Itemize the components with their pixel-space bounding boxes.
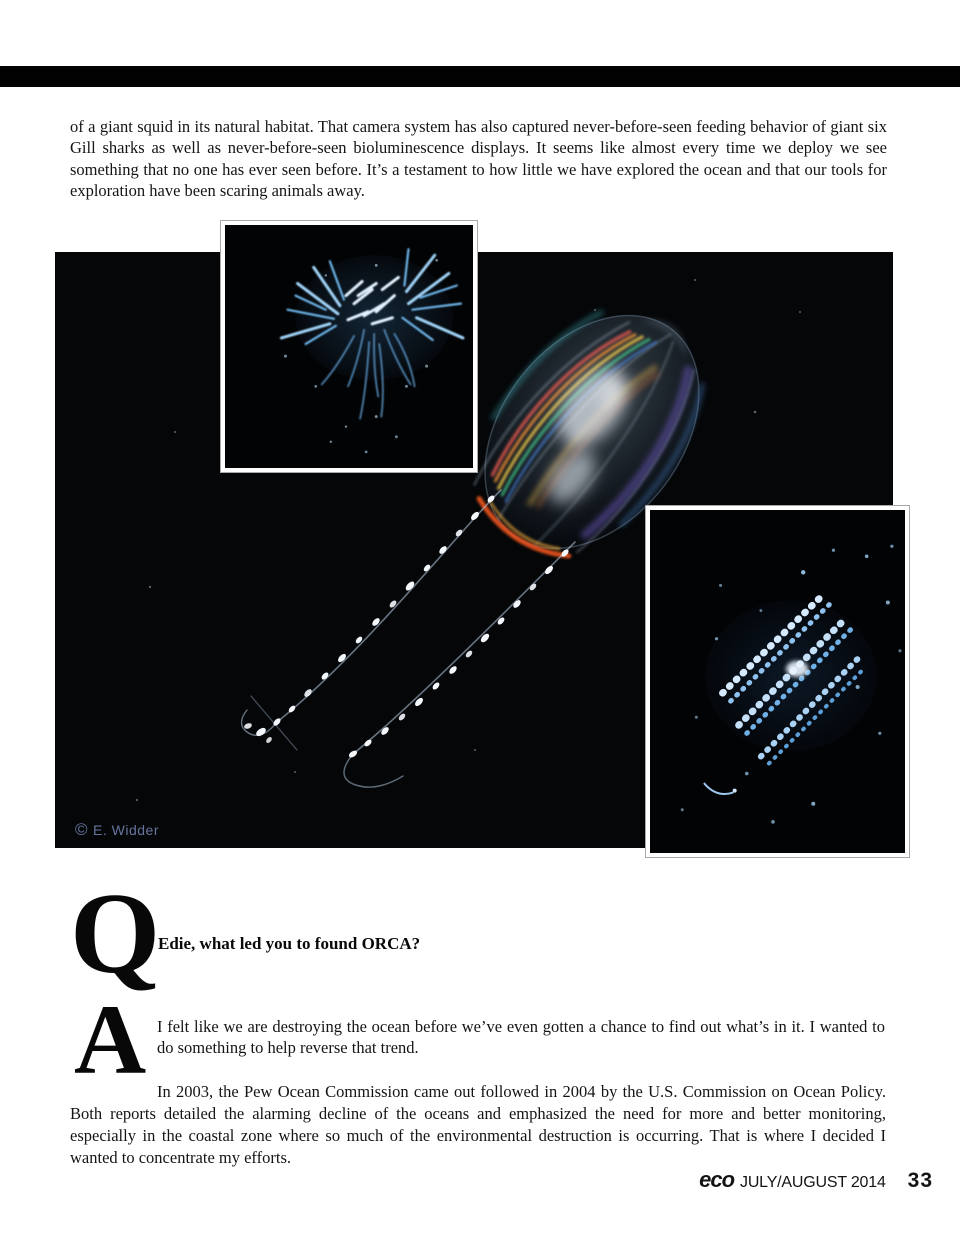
inset-photo-comb-rows-image (650, 510, 905, 853)
answer-dropcap: A (74, 984, 147, 1095)
question-dropcap: Q (70, 870, 161, 998)
photo-credit-name: E. Widder (93, 821, 159, 838)
plankton-burst-art (225, 225, 473, 468)
answer-paragraph-1: I felt like we are destroying the ocean before we’ve even gotten a chance to find out what’s in it. I wanted to do something to help reverse that trend. (157, 1016, 885, 1057)
top-black-bar (0, 66, 960, 87)
magazine-logo: eco (699, 1167, 735, 1192)
question-text: Edie, what led you to found ORCA? (158, 934, 421, 953)
page-number: 33 (907, 1169, 933, 1192)
issue-date: JULY/AUGUST 2014 (740, 1174, 886, 1191)
page-footer (55, 1167, 933, 1193)
inset-photo-comb-rows (645, 505, 910, 858)
copyright-icon: © (75, 820, 89, 839)
comb-rows-art (650, 510, 905, 853)
inset-photo-plankton-burst (220, 220, 478, 473)
answer-paragraph-2: In 2003, the Pew Ocean Commission came out followed in 2004 by the U.S. Commission on Ocean Policy. Both reports detailed the alarming decline of the oceans and emphasized the need for more and better monitoring, especially in the coastal zone where so much of the environmental destruction is occurring. That is where I decided I wanted to concentrate my efforts. (70, 1081, 886, 1167)
inset-photo-plankton-burst-image (225, 225, 473, 468)
photo-credit (75, 821, 159, 838)
intro-paragraph: of a giant squid in its natural habitat. That camera system has also captured never-before-seen feeding behavior of giant six Gill sharks as well as never-before-seen bioluminescence displays. It seems like almost every time we deploy we see something that no one has ever seen before. It’s a testament to how little we have explored the ocean and that our tools for exploration have been scaring animals away. (70, 116, 887, 200)
